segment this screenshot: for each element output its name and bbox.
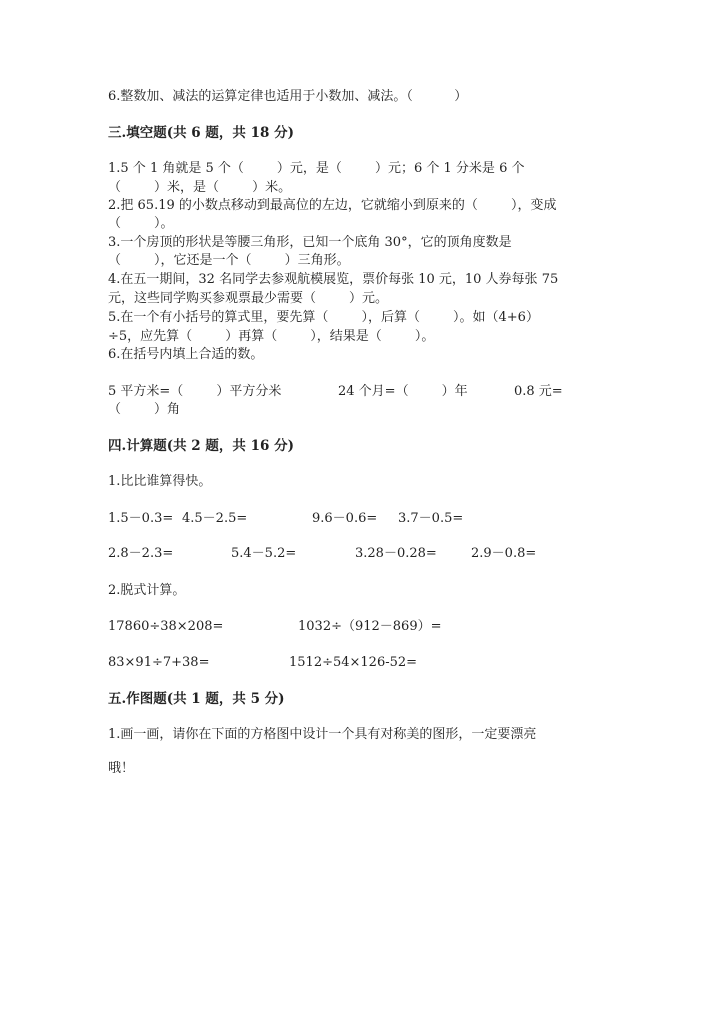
fill-line: （ ）。 <box>108 216 174 231</box>
calc-item: 2.9－0.8= <box>471 546 537 561</box>
unit-conversion: 5 平方米=（ ）平方分米 <box>108 384 282 399</box>
fill-line: 5.在一个有小括号的算式里，要先算（ ），后算（ ）。如（4+6） <box>108 310 539 325</box>
drawing-question: 1.画一画，请你在下面的方格图中设计一个具有对称美的图形，一定要漂亮 <box>108 727 537 742</box>
drawing-question-cont: 哦！ <box>108 761 135 776</box>
section-3-heading: 三.填空题(共 6 题，共 18 分) <box>108 125 294 141</box>
calc-item: 1.5－0.3= <box>108 511 174 526</box>
fill-line: 1.5 个 1 角就是 5 个（ ）元，是（ ）元；6 个 1 分米是 6 个 <box>108 161 525 176</box>
calc-item: 4.5－2.5= <box>182 511 248 526</box>
fill-line: 元，这些同学购买参观票最少需要（ ）元。 <box>108 291 389 306</box>
calc-item: 3.7－0.5= <box>398 511 464 526</box>
fill-line: 4.在五一期间，32 名同学去参观航模展览，票价每张 10 元，10 人券每张 75 <box>108 272 559 287</box>
calc-item: 2.8－2.3= <box>108 546 174 561</box>
unit-conversion: 0.8 元= <box>514 384 563 399</box>
calc-q2-title: 2.脱式计算。 <box>108 583 186 598</box>
calc-item: 5.4－5.2= <box>231 546 297 561</box>
calc-item: 9.6－0.6= <box>312 511 378 526</box>
fill-line: 3.一个房顶的形状是等腰三角形，已知一个底角 30°，它的顶角度数是 <box>108 235 512 250</box>
section-5-heading: 五.作图题(共 1 题，共 5 分) <box>108 691 285 707</box>
unit-conversion: （ ）角 <box>108 402 181 417</box>
fill-line: 2.把 65.19 的小数点移动到最高位的左边，它就缩小到原来的（ ），变成 <box>108 198 557 213</box>
fill-line: （ ）米，是（ ）米。 <box>108 180 292 195</box>
calc-item: 1032÷（912－869）= <box>298 619 442 634</box>
fill-line: ÷5，应先算（ ）再算（ ），结果是（ ）。 <box>108 329 435 344</box>
fill-line: （ ），它还是一个（ ）三角形。 <box>108 253 350 268</box>
question-6-text: 6.整数加、减法的运算定律也适用于小数加、减法。（ ） <box>108 89 468 104</box>
section-4-heading: 四.计算题(共 2 题，共 16 分) <box>108 438 294 454</box>
calc-item: 17860÷38×208= <box>108 619 224 634</box>
calc-q1-title: 1.比比谁算得快。 <box>108 474 212 489</box>
fill-line: 6.在括号内填上合适的数。 <box>108 347 264 362</box>
unit-conversion: 24 个月=（ ）年 <box>338 384 468 399</box>
calc-item: 83×91÷7+38= <box>108 655 210 670</box>
calc-item: 3.28－0.28= <box>355 546 437 561</box>
calc-item: 1512÷54×126-52= <box>289 655 418 670</box>
